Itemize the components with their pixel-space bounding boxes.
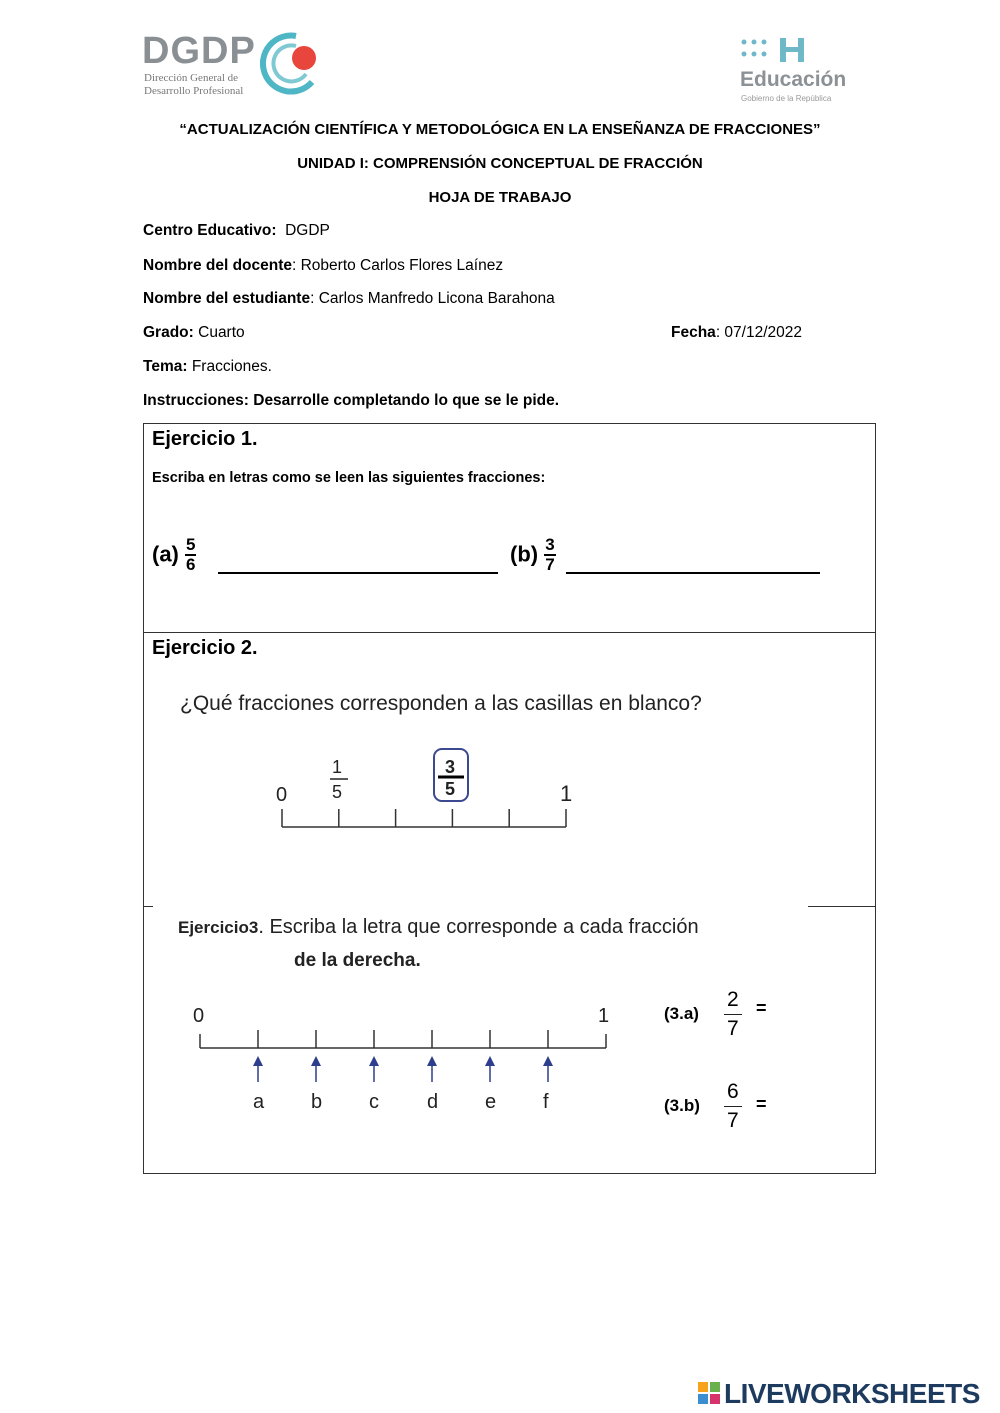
ex3-answer-a[interactable] xyxy=(776,998,866,1024)
liveworksheets-icon xyxy=(698,1382,720,1404)
fecha-value: : 07/12/2022 xyxy=(715,324,803,341)
ex2-answer-den: 5 xyxy=(445,779,456,799)
educacion-h-icon xyxy=(740,36,810,66)
tema-row xyxy=(143,358,272,376)
ex1-a-label: (a) xyxy=(152,541,179,567)
title-line3: HOJA DE TRABAJO xyxy=(428,189,572,206)
ex2-question: ¿Qué fracciones corresponden a las casillas en blanco? xyxy=(180,692,702,715)
ex3-title-number: 3 xyxy=(248,918,259,937)
ex2-known-den: 5 xyxy=(332,782,343,802)
ex3-item-a-label: (3.a) xyxy=(664,1004,699,1023)
ex3-item-a-den: 7 xyxy=(727,1017,739,1040)
ex3-instruction1: . Escriba la letra que corresponde a cada fracción xyxy=(258,916,699,938)
ex2-known-num: 1 xyxy=(332,757,343,777)
ex3-arrow-up-icon xyxy=(543,1056,553,1066)
ex3-answer-b[interactable] xyxy=(776,1090,866,1116)
ex3-arrow-up-icon xyxy=(369,1056,379,1066)
ex3-letter-f: f xyxy=(543,1091,549,1113)
grado-label: Grado: xyxy=(143,324,194,341)
dgdp-logo-line2: Desarrollo Profesional xyxy=(144,85,244,97)
ex3-item-b-eq: = xyxy=(756,1094,767,1114)
lw-square-3 xyxy=(698,1394,708,1404)
instrucciones: Instrucciones: Desarrolle completando lo que se le pide. xyxy=(143,392,560,409)
liveworksheets-text: LIVEWORKSHEETS xyxy=(724,1378,980,1409)
ex1-instruction: Escriba en letras como se leen las siguientes fracciones: xyxy=(152,470,546,486)
ex3-arrow-up-icon xyxy=(311,1056,321,1066)
ex3-instruction2: de la derecha. xyxy=(294,950,421,971)
ex1-title: Ejercicio 1. xyxy=(152,428,258,450)
ex3-item-a-num: 2 xyxy=(727,988,739,1011)
ex2-one: 1 xyxy=(560,781,573,806)
title-line2: UNIDAD I: COMPRENSIÓN CONCEPTUAL DE FRACCIÓN xyxy=(297,155,703,172)
ex3-letter-e: e xyxy=(485,1091,497,1113)
educacion-logo-text: Educación xyxy=(740,68,847,91)
dgdp-logo-line1: Dirección General de xyxy=(144,72,239,84)
ex3-one: 1 xyxy=(598,1005,610,1027)
educacion-logo-subtitle: Gobierno de la República xyxy=(741,94,832,103)
ex1-item-a xyxy=(152,536,196,573)
ex3-arrow-up-icon xyxy=(427,1056,437,1066)
ex3-item-b-num: 6 xyxy=(727,1080,739,1103)
ex1-b-den: 7 xyxy=(545,555,555,574)
educacion-logo xyxy=(740,36,860,106)
exercise-1-box xyxy=(143,423,876,633)
ex2-answer-num: 3 xyxy=(445,757,456,777)
ex1-answer-a[interactable] xyxy=(218,552,498,574)
fecha-row xyxy=(671,324,802,342)
docente-row xyxy=(143,257,503,275)
ex3-zero: 0 xyxy=(193,1005,205,1027)
grado-value: Cuarto xyxy=(198,324,245,341)
ex3-item-a-eq: = xyxy=(756,998,767,1018)
estudiante-value: : Carlos Manfredo Licona Barahona xyxy=(310,290,555,307)
dgdp-logo-text: DGDP xyxy=(142,30,256,72)
ex1-b-label: (b) xyxy=(510,541,539,567)
ex1-a-num: 5 xyxy=(186,535,196,554)
ex1-b-fraction xyxy=(544,536,555,573)
centro-label: Centro Educativo: xyxy=(143,222,277,239)
tema-label: Tema: xyxy=(143,358,188,375)
ex1-a-den: 6 xyxy=(186,555,196,574)
ex1-answer-b[interactable] xyxy=(566,552,820,574)
ex3-title-prefix: Ejercicio xyxy=(178,918,249,937)
ex2-number-line xyxy=(264,743,584,833)
fecha-label: Fecha xyxy=(671,324,716,341)
ex3-item-a-bar xyxy=(724,1014,742,1015)
docente-label: Nombre del docente xyxy=(143,257,292,274)
exercise-2-box xyxy=(143,632,876,907)
ex2-title: Ejercicio 2. xyxy=(152,637,258,659)
tema-value: Fracciones. xyxy=(191,358,272,375)
ex3-letter-c: c xyxy=(369,1091,379,1113)
dgdp-swirl-icon xyxy=(260,30,320,96)
centro-value: DGDP xyxy=(285,222,330,239)
ex3-item-b-bar xyxy=(724,1106,742,1107)
ex3-letter-a: a xyxy=(253,1091,265,1113)
title-line1: “ACTUALIZACIÓN CIENTÍFICA Y METODOLÓGICA EN LA ENSEÑANZA DE FRACCIONES” xyxy=(179,121,821,138)
ex3-number-line xyxy=(184,998,624,1118)
estudiante-label: Nombre del estudiante xyxy=(143,290,311,307)
ex2-zero: 0 xyxy=(276,784,288,806)
ex3-item-b-den: 7 xyxy=(727,1109,739,1132)
lw-square-2 xyxy=(710,1382,720,1392)
ex1-a-fraction xyxy=(185,536,196,573)
grado-row xyxy=(143,324,245,342)
exercise-3-box xyxy=(143,906,876,1174)
lw-square-1 xyxy=(698,1382,708,1392)
ex3-letter-b: b xyxy=(311,1091,323,1113)
docente-value: : Roberto Carlos Flores Laínez xyxy=(292,257,504,274)
lw-square-4 xyxy=(710,1394,720,1404)
ex3-heading xyxy=(178,916,699,939)
estudiante-row xyxy=(143,290,555,308)
ex3-letter-d: d xyxy=(427,1091,439,1113)
centro-row xyxy=(143,222,330,240)
dgdp-logo xyxy=(142,30,322,100)
ex3-item-b-label: (3.b) xyxy=(664,1096,700,1115)
ex1-item-b xyxy=(510,536,556,573)
ex3-arrow-up-icon xyxy=(253,1056,263,1066)
ex1-b-num: 3 xyxy=(545,535,555,554)
ex3-arrow-up-icon xyxy=(485,1056,495,1066)
